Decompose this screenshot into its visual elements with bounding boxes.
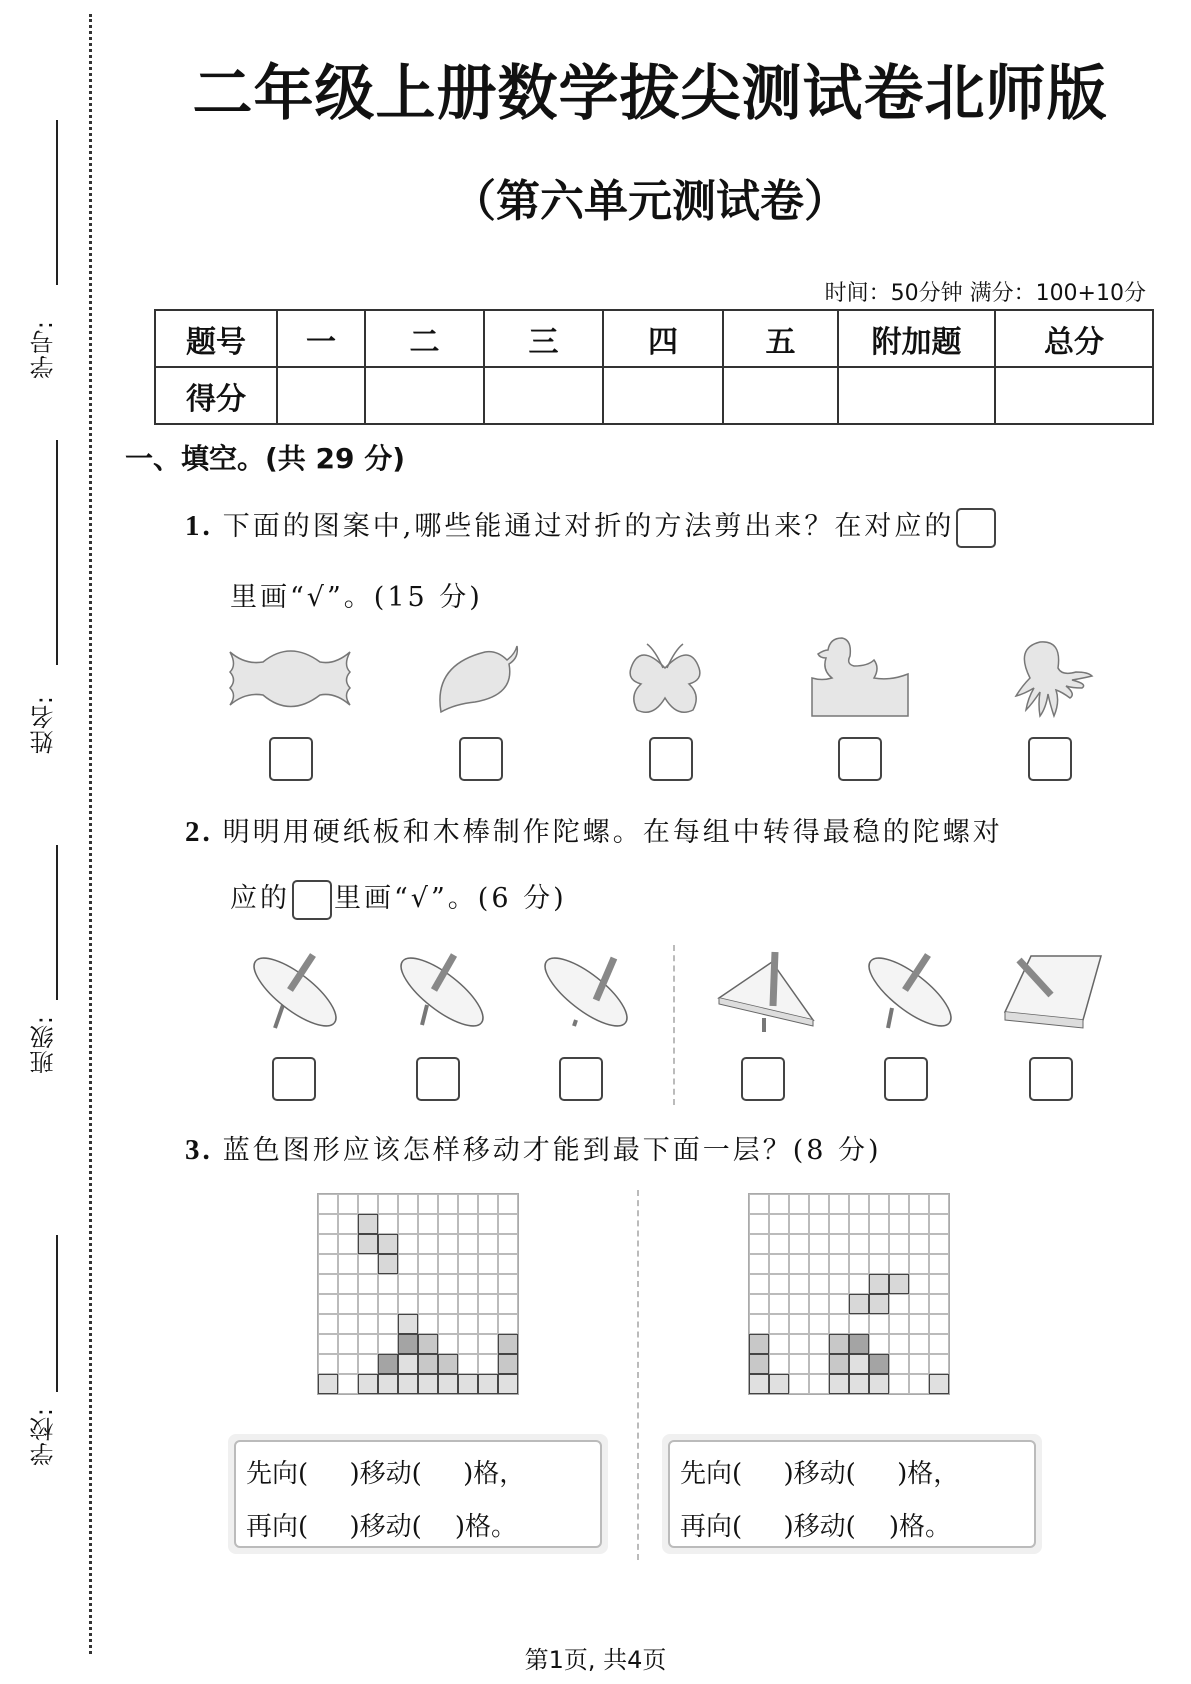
grid-cell <box>889 1214 909 1234</box>
filled-cell <box>749 1374 769 1394</box>
grid-cell <box>498 1274 518 1294</box>
time-score-info: 时间：50分钟 满分：100+10分 <box>824 281 1146 306</box>
grid-cell <box>438 1274 458 1294</box>
grid-cell <box>318 1234 338 1254</box>
grid-cell <box>909 1254 929 1274</box>
grid-cell <box>318 1354 338 1374</box>
filled-cell <box>849 1374 869 1394</box>
grid-cell <box>789 1354 809 1374</box>
grid-cell <box>358 1294 378 1314</box>
grid-cell <box>809 1294 829 1314</box>
grid-cell <box>478 1294 498 1314</box>
grid-cell <box>358 1314 378 1334</box>
filled-cell <box>769 1374 789 1394</box>
score-header-cell: 四 <box>603 310 723 367</box>
grid-cell <box>769 1354 789 1374</box>
grid-cell <box>769 1314 789 1334</box>
grid-cell <box>889 1234 909 1254</box>
grid-cell <box>929 1334 949 1354</box>
grid-cell <box>789 1234 809 1254</box>
student-id-label: 学号: <box>30 320 58 380</box>
q2-group-separator <box>673 945 675 1105</box>
grid-cell <box>829 1274 849 1294</box>
grid-cell <box>809 1354 829 1374</box>
grid-cell <box>338 1214 358 1234</box>
grid-cell <box>769 1274 789 1294</box>
grid-cell <box>458 1294 478 1314</box>
q1-line2: 里画“√”。(15 分) <box>230 582 483 613</box>
grid-cell <box>929 1354 949 1374</box>
q2-checkbox-2[interactable] <box>416 1057 460 1101</box>
grid-cell <box>418 1234 438 1254</box>
student-name-label: 姓名: <box>30 695 58 755</box>
grid-cell <box>338 1194 358 1214</box>
filled-cell <box>418 1334 438 1354</box>
grid-cell <box>458 1334 478 1354</box>
disc-top-high-icon <box>536 950 636 1035</box>
school-line[interactable] <box>56 1235 58 1392</box>
grid-cell <box>909 1294 929 1314</box>
student-name-field[interactable] <box>26 440 66 760</box>
score-header-cell: 二 <box>365 310 484 367</box>
grid-cell <box>869 1334 889 1354</box>
q3-right-answer-line1[interactable]: 先向( )移动( )格， <box>680 1459 960 1489</box>
grid-cell <box>769 1234 789 1254</box>
grid-cell <box>498 1234 518 1254</box>
grid-cell <box>849 1234 869 1254</box>
q3-left-answer-box <box>228 1434 608 1554</box>
section-1-title: 一、填空。(共 29 分) <box>125 442 406 475</box>
grid-cell <box>358 1254 378 1274</box>
grid-cell <box>889 1294 909 1314</box>
grid-cell <box>418 1194 438 1214</box>
grid-cell <box>749 1194 769 1214</box>
grid-cell <box>398 1194 418 1214</box>
q2-checkbox-3[interactable] <box>559 1057 603 1101</box>
score-table <box>154 309 1154 425</box>
grid-cell <box>789 1194 809 1214</box>
grid-cell <box>849 1274 869 1294</box>
q1-text: 下面的图案中,哪些能通过对折的方法剪出来？在对应的 <box>222 511 955 542</box>
grid-cell <box>498 1214 518 1234</box>
q3-right-grid <box>748 1193 950 1395</box>
class-label: 班级: <box>30 1015 58 1075</box>
grid-cell <box>438 1314 458 1334</box>
filled-cell <box>458 1374 478 1394</box>
grid-cell <box>458 1314 478 1334</box>
grid-cell <box>378 1214 398 1234</box>
grid-cell <box>849 1214 869 1234</box>
grid-cell <box>398 1234 418 1254</box>
grid-cell <box>458 1274 478 1294</box>
grid-cell <box>749 1234 769 1254</box>
q1-line1 <box>185 504 998 548</box>
filled-cell <box>478 1374 498 1394</box>
grid-cell <box>809 1334 829 1354</box>
grid-cell <box>438 1294 458 1314</box>
blue-shape-cell <box>378 1234 398 1254</box>
grid-cell <box>498 1194 518 1214</box>
grid-cell <box>338 1354 358 1374</box>
grid-cell <box>398 1254 418 1274</box>
grid-cell <box>498 1294 518 1314</box>
grid-cell <box>929 1314 949 1334</box>
grid-cell <box>869 1314 889 1334</box>
score-input-cell[interactable] <box>995 367 1153 424</box>
student-id-field[interactable] <box>26 120 66 380</box>
grid-cell <box>889 1194 909 1214</box>
blue-shape-cell <box>869 1294 889 1314</box>
butterfly-icon <box>625 640 705 720</box>
grid-cell <box>869 1194 889 1214</box>
grid-cell <box>478 1214 498 1234</box>
grid-cell <box>478 1254 498 1274</box>
q2-line2 <box>230 876 567 920</box>
page-title: 二年级上册数学拔尖测试卷北师版 <box>192 59 1108 129</box>
grid-cell <box>869 1254 889 1274</box>
grid-cell <box>458 1214 478 1234</box>
filled-cell <box>398 1374 418 1394</box>
q3-left-answer-line2[interactable]: 再向( )移动( )格。 <box>246 1512 517 1542</box>
q1-checkbox-octopus[interactable] <box>1028 737 1072 781</box>
grid-cell <box>338 1294 358 1314</box>
grid-cell <box>909 1334 929 1354</box>
grid-cell <box>318 1254 338 1274</box>
grid-cell <box>358 1354 378 1374</box>
grid-cell <box>749 1214 769 1234</box>
grid-cell <box>769 1294 789 1314</box>
filled-cell <box>398 1334 418 1354</box>
filled-cell <box>829 1374 849 1394</box>
grid-cell <box>809 1234 829 1254</box>
filled-cell <box>438 1374 458 1394</box>
grid-cell <box>378 1334 398 1354</box>
q2-text: 明明用硬纸板和木棒制作陀螺。在每组中转得最稳的陀螺对 <box>222 817 1003 848</box>
grid-cell <box>769 1254 789 1274</box>
grid-cell <box>338 1334 358 1354</box>
grid-cell <box>789 1314 809 1334</box>
grid-cell <box>829 1234 849 1254</box>
student-name-line[interactable] <box>56 440 58 665</box>
filled-cell <box>829 1334 849 1354</box>
grid-cell <box>789 1334 809 1354</box>
grid-cell <box>909 1274 929 1294</box>
filled-cell <box>398 1314 418 1334</box>
grid-cell <box>478 1334 498 1354</box>
q2-number: 2. <box>185 816 213 848</box>
score-header-cell: 三 <box>484 310 603 367</box>
grid-cell <box>909 1194 929 1214</box>
q3-right-answer-line2[interactable]: 再向( )移动( )格。 <box>680 1512 951 1542</box>
q2-text-post: 里画“√”。(6 分) <box>334 883 567 914</box>
q3-text: 蓝色图形应该怎样移动才能到最下面一层？(8 分) <box>222 1135 882 1166</box>
q1-checkbox-candy[interactable] <box>269 737 313 781</box>
grid-cell <box>929 1294 949 1314</box>
grid-cell <box>378 1294 398 1314</box>
student-id-line[interactable] <box>56 120 58 285</box>
score-row-label: 得分 <box>155 367 277 424</box>
grid-cell <box>889 1254 909 1274</box>
page-footer: 第1页, 共4页 <box>524 1646 667 1674</box>
filled-cell <box>358 1374 378 1394</box>
grid-cell <box>398 1294 418 1314</box>
grid-cell <box>789 1374 809 1394</box>
filled-cell <box>849 1334 869 1354</box>
score-input-cell[interactable] <box>484 367 603 424</box>
blue-shape-cell <box>869 1274 889 1294</box>
grid-cell <box>789 1254 809 1274</box>
disc-top-mid-icon <box>392 950 492 1035</box>
score-header-cell: 五 <box>723 310 838 367</box>
grid-cell <box>458 1234 478 1254</box>
filled-cell <box>418 1354 438 1374</box>
grid-cell <box>478 1234 498 1254</box>
disc-top-centered-icon <box>860 950 960 1035</box>
q3-right-answer-box <box>662 1434 1042 1554</box>
grid-cell <box>438 1254 458 1274</box>
grid-cell <box>929 1214 949 1234</box>
disc-top-low-icon <box>245 950 345 1035</box>
grid-cell <box>438 1334 458 1354</box>
filled-cell <box>498 1334 518 1354</box>
grid-cell <box>478 1354 498 1374</box>
grid-cell <box>769 1334 789 1354</box>
grid-cell <box>318 1214 338 1234</box>
score-input-cell[interactable] <box>603 367 723 424</box>
grid-cell <box>398 1214 418 1234</box>
grid-cell <box>929 1274 949 1294</box>
grid-cell <box>358 1274 378 1294</box>
grid-cell <box>378 1274 398 1294</box>
grid-cell <box>418 1274 438 1294</box>
grid-cell <box>318 1274 338 1294</box>
filled-cell <box>378 1374 398 1394</box>
score-input-cell[interactable] <box>365 367 484 424</box>
grid-cell <box>749 1314 769 1334</box>
blue-shape-cell <box>358 1234 378 1254</box>
filled-cell <box>418 1374 438 1394</box>
grid-cell <box>889 1314 909 1334</box>
q2-checkbox-5[interactable] <box>884 1057 928 1101</box>
filled-cell <box>398 1354 418 1374</box>
grid-cell <box>869 1214 889 1234</box>
grid-cell <box>749 1274 769 1294</box>
grid-cell <box>358 1334 378 1354</box>
grid-cell <box>829 1214 849 1234</box>
triangle-top-icon <box>717 948 817 1033</box>
q3-line <box>185 1128 882 1167</box>
grid-cell <box>849 1314 869 1334</box>
grid-cell <box>809 1254 829 1274</box>
filled-cell <box>318 1374 338 1394</box>
grid-cell <box>418 1254 438 1274</box>
grid-cell <box>318 1294 338 1314</box>
score-header-cell: 附加题 <box>838 310 995 367</box>
binding-dashed-line <box>89 14 92 1654</box>
grid-cell <box>458 1254 478 1274</box>
grid-cell <box>809 1214 829 1234</box>
grid-cell <box>889 1354 909 1374</box>
grid-cell <box>418 1214 438 1234</box>
grid-cell <box>909 1314 929 1334</box>
grid-cell <box>478 1314 498 1334</box>
grid-cell <box>338 1374 358 1394</box>
school-field[interactable] <box>26 1235 66 1565</box>
blue-shape-cell <box>889 1274 909 1294</box>
grid-cell <box>438 1214 458 1234</box>
q1-checkbox-duck[interactable] <box>838 737 882 781</box>
grid-cell <box>909 1354 929 1374</box>
grid-cell <box>829 1314 849 1334</box>
grid-cell <box>769 1214 789 1234</box>
grid-cell <box>438 1234 458 1254</box>
grid-cell <box>909 1234 929 1254</box>
grid-cell <box>829 1194 849 1214</box>
grid-cell <box>378 1194 398 1214</box>
grid-cell <box>358 1194 378 1214</box>
q3-left-answer-line1[interactable]: 先向( )移动( )格， <box>246 1459 526 1489</box>
grid-cell <box>849 1254 869 1274</box>
score-table-header-row <box>155 310 1153 367</box>
grid-cell <box>498 1254 518 1274</box>
grid-cell <box>338 1274 358 1294</box>
grid-cell <box>769 1194 789 1214</box>
filled-cell <box>929 1374 949 1394</box>
q2-text-pre: 应的 <box>230 883 290 914</box>
score-input-cell[interactable] <box>277 367 365 424</box>
grid-cell <box>318 1334 338 1354</box>
grid-cell <box>909 1374 929 1394</box>
q1-number: 1. <box>185 510 213 542</box>
class-field[interactable] <box>26 845 66 1165</box>
square-top-icon <box>1003 950 1103 1035</box>
filled-cell <box>849 1354 869 1374</box>
filled-cell <box>438 1354 458 1374</box>
grid-cell <box>829 1294 849 1314</box>
blue-shape-cell <box>378 1254 398 1274</box>
filled-cell <box>829 1354 849 1374</box>
filled-cell <box>498 1374 518 1394</box>
grid-cell <box>789 1214 809 1234</box>
duck-icon <box>810 636 910 718</box>
filled-cell <box>869 1354 889 1374</box>
grid-cell <box>338 1254 358 1274</box>
q2-example-box <box>292 880 332 920</box>
grid-cell <box>749 1294 769 1314</box>
score-header-cell: 总分 <box>995 310 1153 367</box>
score-input-cell[interactable] <box>723 367 838 424</box>
grid-cell <box>869 1234 889 1254</box>
grid-cell <box>889 1334 909 1354</box>
q3-number: 3. <box>185 1134 213 1166</box>
grid-cell <box>458 1194 478 1214</box>
octopus-icon <box>1010 638 1095 720</box>
grid-cell <box>498 1314 518 1334</box>
q2-line1 <box>185 810 1003 849</box>
grid-cell <box>809 1274 829 1294</box>
grid-cell <box>789 1294 809 1314</box>
grid-cell <box>929 1234 949 1254</box>
filled-cell <box>378 1354 398 1374</box>
page-subtitle: （第六单元测试卷） <box>452 176 848 227</box>
q2-checkbox-1[interactable] <box>272 1057 316 1101</box>
grid-cell <box>478 1194 498 1214</box>
grid-cell <box>418 1314 438 1334</box>
q3-left-grid <box>317 1193 519 1395</box>
q1-checkbox-butterfly[interactable] <box>649 737 693 781</box>
filled-cell <box>749 1334 769 1354</box>
school-label: 学校: <box>30 1407 58 1467</box>
grid-cell <box>789 1274 809 1294</box>
score-input-cell[interactable] <box>838 367 995 424</box>
grid-cell <box>929 1194 949 1214</box>
grid-cell <box>338 1234 358 1254</box>
q1-example-box <box>956 508 996 548</box>
filled-cell <box>498 1354 518 1374</box>
q2-checkbox-4[interactable] <box>741 1057 785 1101</box>
blue-shape-cell <box>849 1294 869 1314</box>
grid-cell <box>478 1274 498 1294</box>
grid-cell <box>418 1294 438 1314</box>
grid-cell <box>318 1194 338 1214</box>
score-header-cell: 题号 <box>155 310 277 367</box>
filled-cell <box>749 1354 769 1374</box>
score-table-score-row <box>155 367 1153 424</box>
class-line[interactable] <box>56 845 58 1000</box>
filled-cell <box>869 1374 889 1394</box>
grid-cell <box>809 1194 829 1214</box>
grid-cell <box>909 1214 929 1234</box>
score-header-cell: 一 <box>277 310 365 367</box>
grid-cell <box>438 1194 458 1214</box>
grid-cell <box>378 1314 398 1334</box>
q1-checkbox-leaf[interactable] <box>459 737 503 781</box>
q2-checkbox-6[interactable] <box>1029 1057 1073 1101</box>
grid-cell <box>318 1314 338 1334</box>
grid-cell <box>749 1254 769 1274</box>
grid-cell <box>809 1314 829 1334</box>
grid-cell <box>849 1194 869 1214</box>
grid-cell <box>889 1374 909 1394</box>
q3-group-separator <box>637 1190 639 1560</box>
grid-cell <box>458 1354 478 1374</box>
grid-cell <box>809 1374 829 1394</box>
grid-cell <box>829 1254 849 1274</box>
grid-cell <box>338 1314 358 1334</box>
candy-icon <box>225 640 355 715</box>
grid-cell <box>398 1274 418 1294</box>
blue-shape-cell <box>358 1214 378 1234</box>
grid-cell <box>929 1254 949 1274</box>
leaf-icon <box>435 640 525 720</box>
